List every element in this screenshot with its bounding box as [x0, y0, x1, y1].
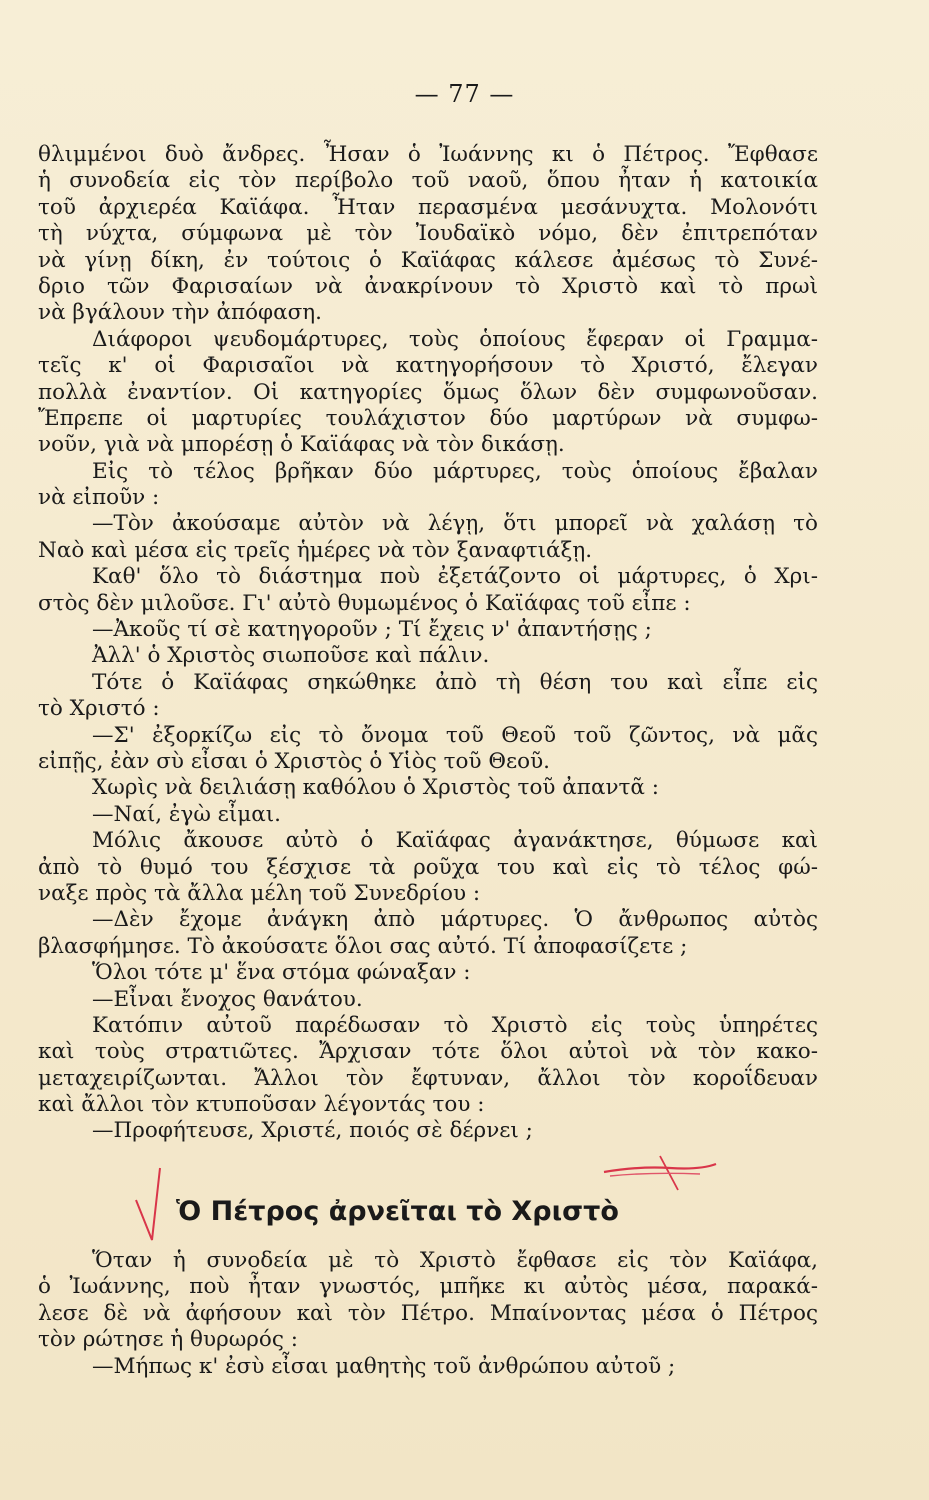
- text-line: νὰ γίνῃ δίκη, ἐν τούτοις ὁ Καϊάφας κάλεσε ἀμέσως τὸ Συνέ-: [38, 247, 818, 273]
- text-line: νοῦν, γιὰ νὰ μπορέσῃ ὁ Καϊάφας νὰ τὸν δικάσῃ.: [38, 432, 565, 458]
- text-line: —Δὲν ἔχομε ἀνάγκη ἀπὸ μάρτυρες. Ὁ ἄνθρωπος αὐτὸς: [92, 907, 818, 933]
- text-line: Ναὸ καὶ μέσα εἰς τρεῖς ἡμέρες νὰ τὸν ξαναφτιάξῃ.: [38, 537, 593, 563]
- text-line: μεταχειρίζωνται. Ἄλλοι τὸν ἔφτυναν, ἄλλοι τὸν κοροΐδευαν: [38, 1065, 818, 1091]
- text-line: —Προφήτευσε, Χριστέ, ποιός σὲ δέρνει ;: [92, 1118, 533, 1144]
- text-line: Ἔπρεπε οἱ μαρτυρίες τουλάχιστον δύο μαρτύρων νὰ συμφω-: [38, 405, 818, 431]
- text-line: καὶ ἄλλοι τὸν κτυποῦσαν λέγοντάς του :: [38, 1092, 485, 1118]
- body-text: [38, 142, 818, 1145]
- text-line: τοῦ ἀρχιερέα Καϊάφα. Ἦταν περασμένα μεσάνυχτα. Μολονότι: [38, 194, 818, 220]
- text-line: ἡ συνοδεία εἰς τὸν περίβολο τοῦ ναοῦ, ὅπου ἦταν ἡ κατοικία: [38, 168, 818, 194]
- body-text-continued: [38, 1248, 818, 1380]
- text-line: ἀπὸ τὸ θυμό του ξέσχισε τὰ ροῦχα του καὶ εἰς τὸ τέλος φώ-: [38, 854, 818, 880]
- text-line: θλιμμένοι δυὸ ἄνδρες. Ἦσαν ὁ Ἰωάννης κι ὁ Πέτρος. Ἔφθασε: [38, 142, 818, 167]
- text-line: ναξε πρὸς τὰ ἄλλα μέλη τοῦ Συνεδρίου :: [38, 880, 481, 906]
- section-heading: Ὁ Πέτρος ἀρνεῖται τὸ Χριστὸ: [176, 1196, 619, 1227]
- text-line: τὴ νύχτα, σύμφωνα μὲ τὸν Ἰουδαϊκὸ νόμο, δὲν ἐπιτρεπόταν: [38, 221, 818, 247]
- text-line: εἰπῇς, ἐὰν σὺ εἶσαι ὁ Χριστὸς ὁ Υἱὸς τοῦ Θεοῦ.: [38, 748, 550, 774]
- text-line: τὸν ρώτησε ἡ θυρωρός :: [38, 1327, 298, 1353]
- text-line: Ὅταν ἡ συνοδεία μὲ τὸ Χριστὸ ἔφθασε εἰς τὸν Καϊάφα,: [92, 1248, 818, 1273]
- text-line: Κατόπιν αὐτοῦ παρέδωσαν τὸ Χριστὸ εἰς τοὺς ὑπηρέτες: [92, 1012, 818, 1038]
- text-line: τεῖς κ' οἱ Φαρισαῖοι νὰ κατηγορήσουν τὸ Χριστό, ἔλεγαν: [38, 353, 818, 379]
- text-line: στὸς δὲν μιλοῦσε. Γι' αὐτὸ θυμωμένος ὁ Καϊάφας τοῦ εἶπε :: [38, 590, 691, 616]
- text-line: νὰ εἰποῦν :: [38, 485, 160, 511]
- text-line: —Σ' ἐξορκίζω εἰς τὸ ὄνομα τοῦ Θεοῦ τοῦ ζῶντος, νὰ μᾶς: [92, 722, 818, 748]
- text-line: δριο τῶν Φαρισαίων νὰ ἀνακρίνουν τὸ Χριστὸ καὶ τὸ πρωὶ: [38, 273, 818, 299]
- text-line: πολλὰ ἐναντίον. Οἱ κατηγορίες ὅμως ὅλων δὲν συμφωνοῦσαν.: [38, 379, 818, 405]
- text-line: Ὅλοι τότε μ' ἕνα στόμα φώναξαν :: [92, 960, 471, 986]
- text-line: —Ἀκοῦς τί σὲ κατηγοροῦν ; Τί ἔχεις ν' ἀπαντήσῃς ;: [92, 617, 652, 643]
- text-line: λεσε δὲ νὰ ἀφήσουν καὶ τὸν Πέτρο. Μπαίνοντας μέσα ὁ Πέτρος: [38, 1300, 818, 1326]
- text-line: Ἀλλ' ὁ Χριστὸς σιωποῦσε καὶ πάλιν.: [92, 643, 490, 669]
- text-line: —Μήπως κ' ἐσὺ εἶσαι μαθητὴς τοῦ ἀνθρώπου αὐτοῦ ;: [92, 1353, 676, 1379]
- text-line: τὸ Χριστό :: [38, 696, 160, 722]
- text-line: Τότε ὁ Καϊάφας σηκώθηκε ἀπὸ τὴ θέση του καὶ εἶπε εἰς: [92, 669, 818, 695]
- text-line: Μόλις ἄκουσε αὐτὸ ὁ Καϊάφας ἀγανάκτησε, θύμωσε καὶ: [92, 828, 818, 854]
- text-line: Διάφοροι ψευδομάρτυρες, τοὺς ὁποίους ἔφεραν οἱ Γραμμα-: [92, 326, 818, 352]
- page-number: — 77 —: [414, 80, 515, 108]
- text-line: βλασφήμησε. Τὸ ἀκούσατε ὅλοι σας αὐτό. Τί ἀποφασίζετε ;: [38, 933, 688, 959]
- red-pen-check-icon: [130, 1160, 180, 1250]
- text-line: Χωρὶς νὰ δειλιάσῃ καθόλου ὁ Χριστὸς τοῦ ἀπαντᾶ :: [92, 775, 660, 801]
- text-line: —Εἶναι ἔνοχος θανάτου.: [92, 986, 363, 1012]
- text-line: καὶ τοὺς στρατιῶτες. Ἄρχισαν τότε ὅλοι αὐτοὶ νὰ τὸν κακο-: [38, 1039, 818, 1065]
- text-line: —Τὸν ἀκούσαμε αὐτὸν νὰ λέγῃ, ὅτι μπορεῖ νὰ χαλάσῃ τὸ: [92, 511, 818, 537]
- text-line: Καθ' ὅλο τὸ διάστημα ποὺ ἐξετάζοντο οἱ μάρτυρες, ὁ Χρι-: [92, 564, 818, 590]
- text-line: Εἰς τὸ τέλος βρῆκαν δύο μάρτυρες, τοὺς ὁποίους ἔβαλαν: [92, 458, 818, 484]
- text-line: —Ναί, ἐγὼ εἶμαι.: [92, 801, 282, 827]
- text-line: νὰ βγάλουν τὴν ἀπόφαση.: [38, 300, 323, 326]
- text-line: ὁ Ἰωάννης, ποὺ ἦταν γνωστός, μπῆκε κι αὐτὸς μέσα, παρακά-: [38, 1274, 818, 1300]
